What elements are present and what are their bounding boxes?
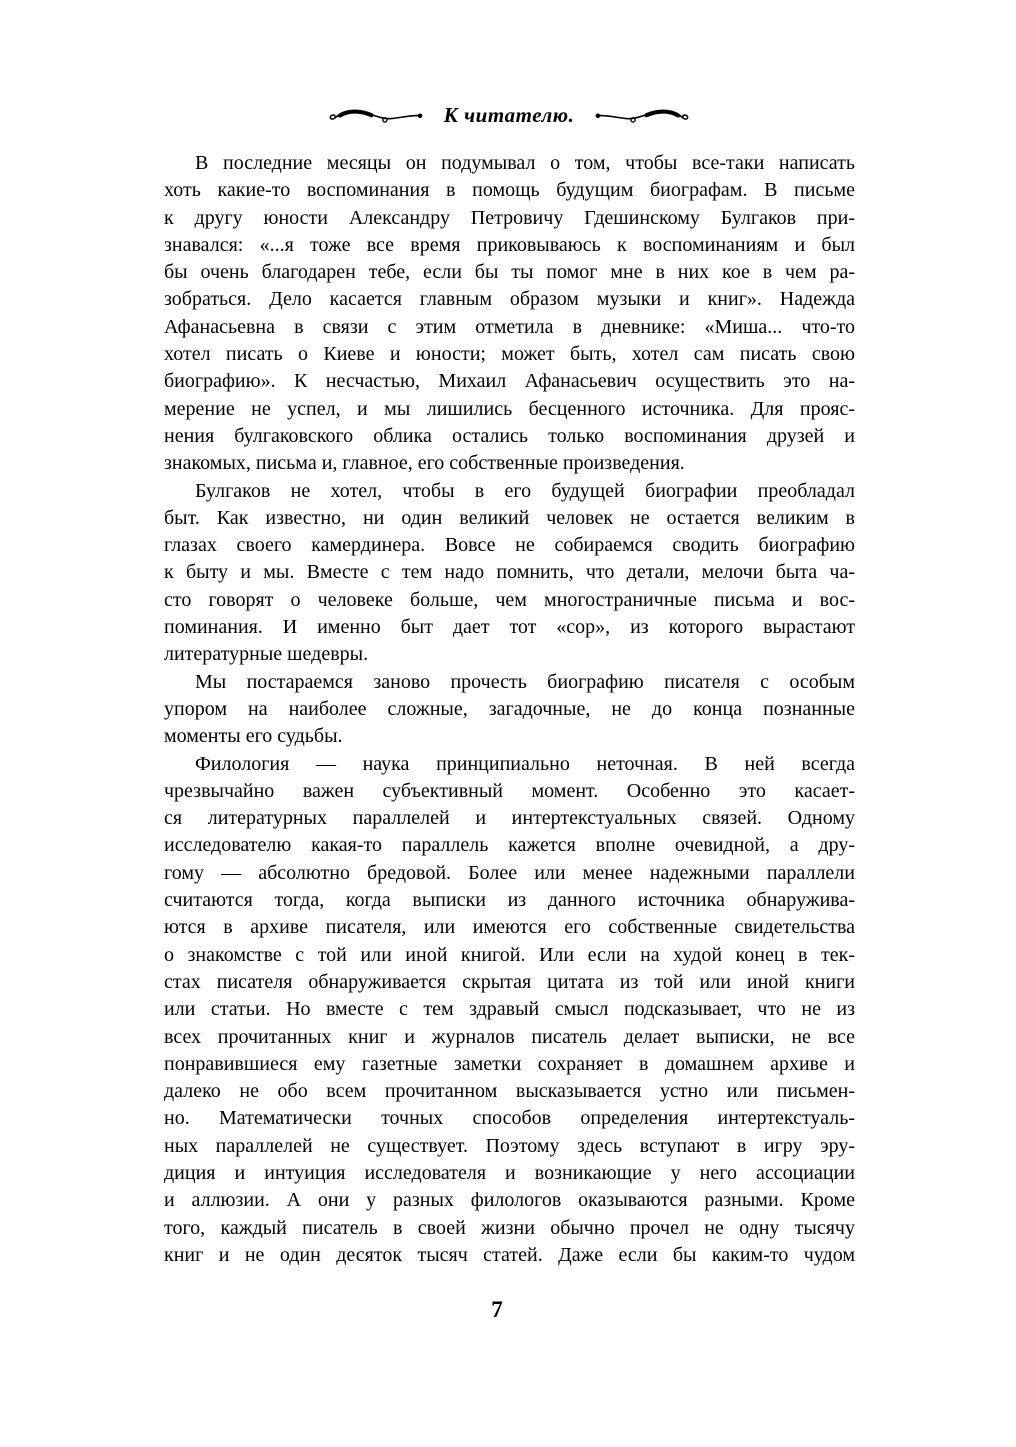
text-line: ных параллелей не существует. Поэтому здесь вступают в игру эру- bbox=[164, 1134, 855, 1157]
text-line: о знакомстве с той или иной книгой. Или если на худой конец в тек- bbox=[164, 943, 855, 966]
chapter-title: К читателю. bbox=[443, 102, 575, 127]
text-line: литературные шедевры. bbox=[164, 643, 369, 666]
text-line: к другу юности Александру Петровичу Гдешинскому Булгаков при- bbox=[164, 206, 855, 229]
paragraph bbox=[164, 669, 855, 751]
text-line: биографию». К несчастью, Михаил Афанасьевич осуществить это на- bbox=[164, 370, 855, 393]
text-line: и аллюзии. А они у разных филологов оказываются разными. Кроме bbox=[164, 1189, 855, 1212]
text-line: Филология — наука принципиально неточная. В ней всегда bbox=[195, 752, 855, 775]
text-line: зобраться. Дело касается главным образом музыки и книг». Надежда bbox=[164, 288, 855, 311]
text-line: глазах своего камердинера. Вовсе не собираемся сводить биографию bbox=[164, 534, 855, 557]
text-line: упором на наиболее сложные, загадочные, не до конца познанные bbox=[164, 697, 855, 720]
text-line: или статьи. Но вместе с тем здравый смысл подсказывает, что не из bbox=[164, 998, 855, 1021]
text-line: к быту и мы. Вместе с тем надо помнить, что детали, мелочи быта ча- bbox=[164, 561, 855, 584]
paragraph bbox=[164, 150, 855, 478]
text-line: Мы постараемся заново прочесть биографию писателя с особым bbox=[195, 670, 855, 693]
text-line: того, каждый писатель в своей жизни обычно прочел не одну тысячу bbox=[164, 1216, 855, 1239]
text-line: исследователю какая-то параллель кажется вполне очевидной, а дру- bbox=[164, 834, 855, 857]
text-line: сто говорят о человеке больше, чем многостраничные письма и вос- bbox=[164, 588, 855, 611]
text-line: гому — абсолютно бредовой. Более или менее надежными параллели bbox=[164, 861, 855, 884]
paragraph bbox=[164, 478, 855, 669]
text-line: знакомых, письма и, главное, его собственные произведения. bbox=[164, 452, 685, 475]
page-number: 7 bbox=[491, 1297, 503, 1322]
text-line: В последние месяцы он подумывал о том, чтобы все-таки написать bbox=[195, 152, 855, 174]
text-line: ются в архиве писателя, или имеются его собственные свидетельства bbox=[164, 916, 855, 939]
text-line: диция и интуиция исследователя и возникающие у него ассоциации bbox=[164, 1161, 855, 1184]
text-line: моменты его судьбы. bbox=[164, 725, 343, 748]
text-line: книг и не один десяток тысяч статей. Даже если бы каким-то чудом bbox=[164, 1243, 855, 1266]
text-line: Булгаков не хотел, чтобы в его будущей биографии преобладал bbox=[195, 479, 855, 502]
text-line: знавался: «...я тоже все время приковываюсь к воспоминаниям и был bbox=[164, 233, 855, 256]
flourish-right-ornament bbox=[591, 107, 690, 124]
text-line: понравившиеся ему газетные заметки сохраняет в домашнем архиве и bbox=[164, 1052, 855, 1075]
body-text bbox=[164, 150, 855, 1269]
flourish-left-ornament bbox=[328, 107, 427, 124]
chapter-header bbox=[163, 100, 855, 130]
paragraph bbox=[164, 751, 855, 1270]
text-line: бы очень благодарен тебе, если бы ты помог мне в них кое в чем ра- bbox=[164, 261, 855, 284]
text-line: всех прочитанных книг и журналов писатель делает выписки, не все bbox=[164, 1025, 855, 1048]
text-line: ся литературных параллелей и интертекстуальных связей. Одному bbox=[164, 807, 855, 830]
text-line: мерение не успел, и мы лишились бесценного источника. Для прояс- bbox=[164, 397, 855, 420]
text-line: нения булгаковского облика остались только воспоминания друзей и bbox=[164, 424, 855, 447]
text-line: далеко не обо всем прочитанном высказывается устно или письмен- bbox=[164, 1080, 855, 1103]
text-line: поминания. И именно быт дает тот «сор», из которого вырастают bbox=[164, 616, 855, 639]
text-line: чрезвычайно важен субъективный момент. Особенно это касает- bbox=[164, 779, 855, 802]
text-line: Афанасьевна в связи с этим отметила в дневнике: «Миша... что-то bbox=[164, 315, 855, 338]
text-line: хотел писать о Киеве и юности; может быть, хотел сам писать свою bbox=[164, 343, 855, 366]
text-line: считаются тогда, когда выписки из данного источника обнаружива- bbox=[164, 889, 855, 912]
text-line: но. Математически точных способов определения интертекстуаль- bbox=[164, 1107, 855, 1130]
text-line: хоть какие-то воспоминания в помощь будущим биографам. В письме bbox=[164, 179, 855, 202]
text-line: стах писателя обнаруживается скрытая цитата из той или иной книги bbox=[164, 970, 855, 993]
text-line: быт. Как известно, ни один великий человек не остается великим в bbox=[164, 506, 855, 529]
